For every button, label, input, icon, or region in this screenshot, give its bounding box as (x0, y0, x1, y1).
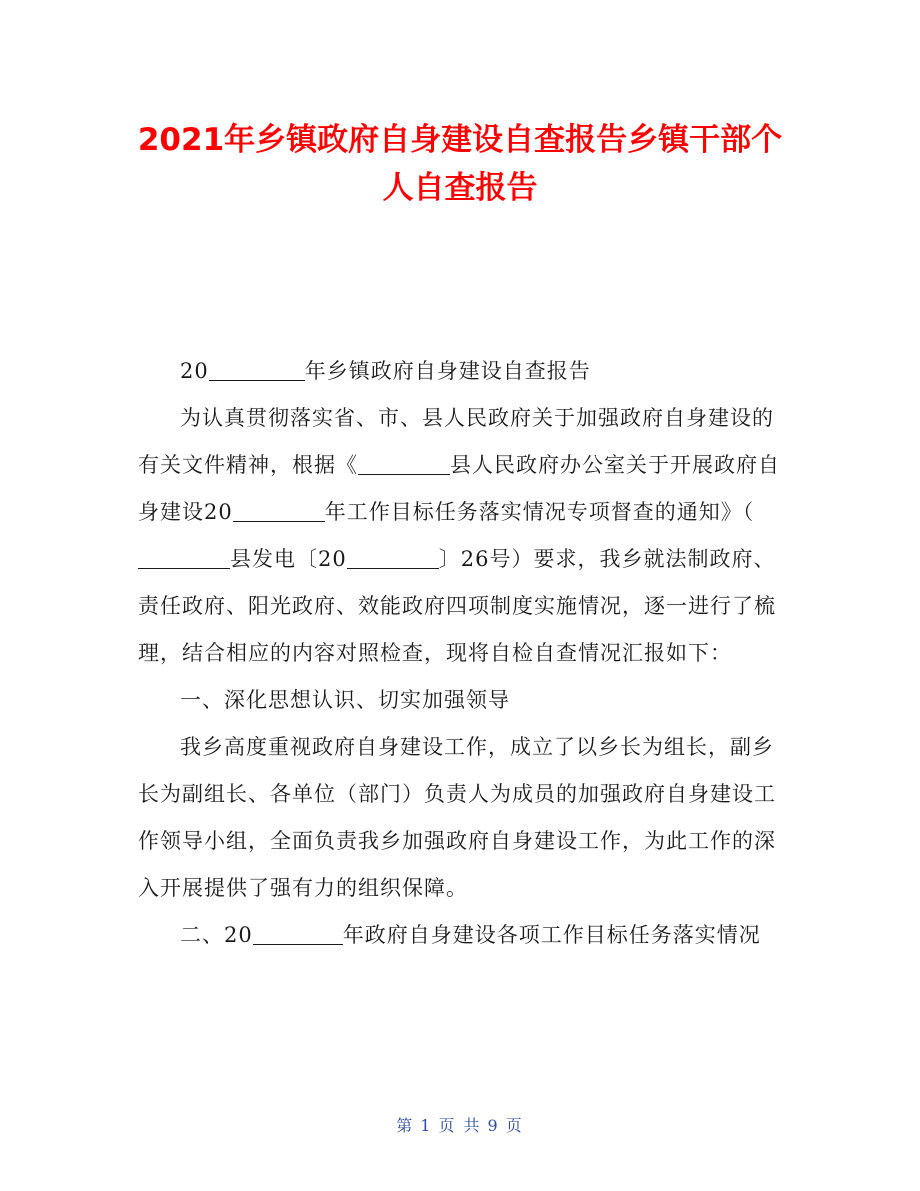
intro-text-2: 县人民政府办公室关于开展政府自身建设20 (138, 453, 780, 524)
blank-underline (347, 544, 439, 569)
blank-underline (253, 920, 343, 945)
section-heading-2 (138, 912, 786, 959)
document-title-line-1: 2021年乡镇政府自身建设自查报告乡镇干部个 (137, 122, 783, 158)
footer-suffix: 页 (505, 1116, 524, 1135)
paragraph-report-heading (138, 348, 786, 395)
document-title-line-2: 人自查报告 (382, 170, 538, 206)
paragraph-intro (138, 395, 786, 677)
current-page-number: 1 (420, 1116, 433, 1135)
year-prefix: 20 (180, 359, 209, 383)
footer-prefix: 第 (396, 1116, 415, 1135)
intro-text-3: 年工作目标任务落实情况专项督查的通知》（ (324, 500, 755, 524)
footer-mid: 页 共 (438, 1116, 482, 1135)
blank-underline (138, 544, 230, 569)
intro-text-1: 为认真贯彻落实省、市、县人民政府关于加强政府自身建设的有关文件精神，根据《 (138, 406, 774, 477)
intro-text-4: 县发电〔20 (230, 547, 347, 571)
blank-underline (209, 356, 305, 381)
section-2-prefix: 二、20 (180, 923, 253, 947)
paragraph-leadership: 我乡高度重视政府自身建设工作，成立了以乡长为组长，副乡长为副组长、各单位（部门）负责人为成员的加强政府自身建设工作领导小组，全面负责我乡加强政府自身建设工作，为此工作的深入开展提供了强有力的组织保障。 (138, 735, 776, 900)
blank-underline (358, 450, 450, 475)
blank-underline (233, 497, 325, 522)
intro-text-5: 〕26号）要求，我乡就法制政府、责任政府、阳光政府、效能政府四项制度实施情况，逐一进行了梳理，结合相应的内容对照检查，现将自检自查情况汇报如下： (138, 547, 776, 665)
section-2-text: 年政府自身建设各项工作目标任务落实情况 (342, 923, 761, 947)
total-pages-number: 9 (487, 1116, 500, 1135)
report-heading-text: 年乡镇政府自身建设自查报告 (304, 359, 591, 383)
section-heading-1: 一、深化思想认识、切实加强领导 (180, 688, 510, 712)
page-footer (0, 1113, 920, 1136)
document-body (138, 348, 786, 959)
